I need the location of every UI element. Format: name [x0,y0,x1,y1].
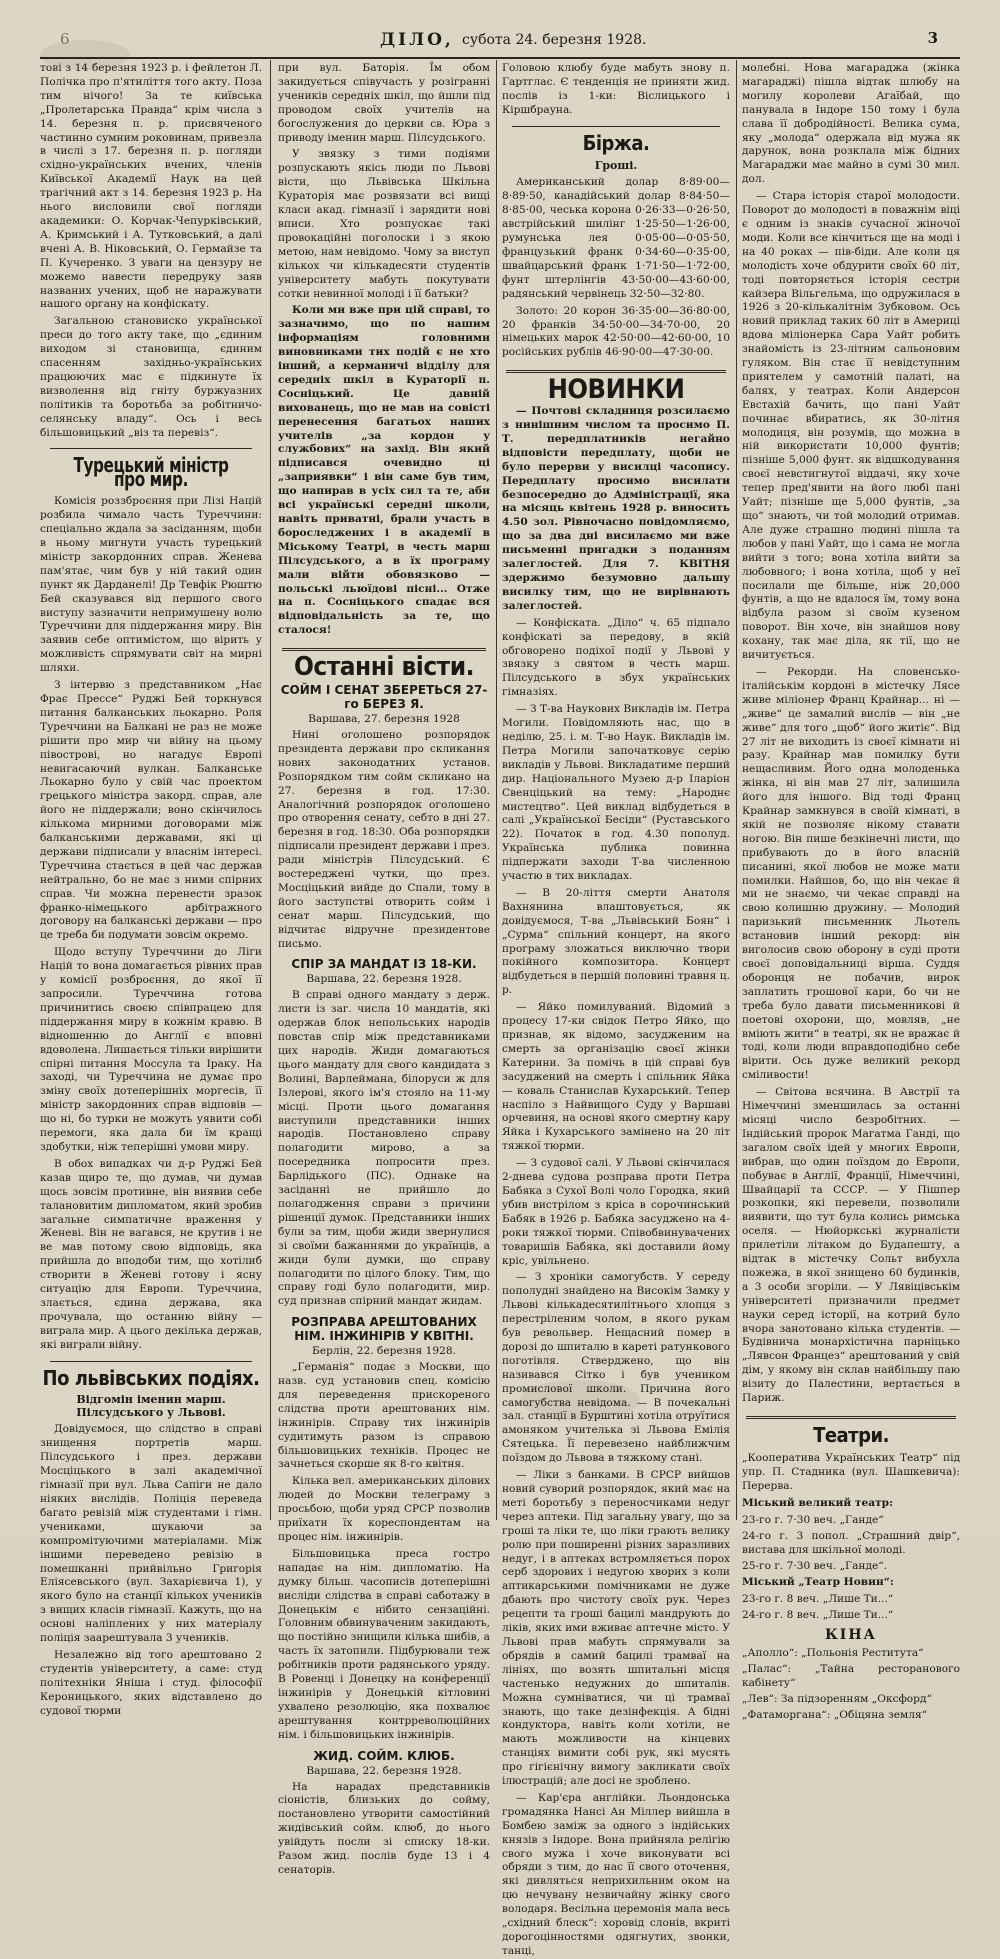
latest-news-headline: Останні вісти. [293,652,475,683]
subheadline: СОЙМ І СЕНАТ ЗБЕРЕТЬСЯ 27-го БЕРЕЗ Я. [280,683,488,712]
exchange-headline: Біржа. [582,130,650,155]
subheadline: ЖИД. СОЙМ. КЛЮБ. [313,1748,455,1763]
issue-date: субота 24. березня 1928. [462,32,647,48]
article-paragraph: Довідуємося, що слідство в справі знищення портретів марш. Пілсудського і през. держави Мосціцького в залі академічної гімназії при вул. Льва Сапіги не дало ніяких вислідів. Поліція переведа багато ревізій між студентами і гімн. учениками, шукаючи за компромітуючими матеріалами. Між іншими переведено ревізію в помешканні прийвільно Григорія Еліясевського (вул. Захарієвича 1), у якого було на станції кількох учеників з вищих класів гімназії. Кажуть, що на основі наліплених у них матеріалу поліція заарештувала 3 учеників. [40,1423,262,1645]
article-paragraph: Кілька вел. американських ділових людей до Москви телеграму з просьбою, щоби уряд СРСР позволив приїхати їх кореспондентам на процес нім. інжинірів. [278,1475,490,1543]
cinema-item: „Аполло“: „Польонія Реститута“ [742,1646,924,1659]
dateline: Варшава, 22. березня 1928. [306,1764,462,1777]
column-4 [742,62,960,1721]
masthead [0,0,1000,50]
article-paragraph: Щодо вступу Туреччини до Ліги Націй то вона домагається рівних прав у комісії розброєння, до якої її запросили. Туреччина готова причинитись своєю співпрацею для піддержання миру в кожнім кравю. В відношенню до Англії є вповні вдоволена. Лишається тільки вирішити спірні питання Моссула та Іраку. На заході, чи Туреччина не думає про зміну своїх дотеперішніх моргесів, її міністр закордонних справ відповів — що ні, бо турки не можуть уявити собі перемоги, яка дала би їм кращі здобутки, ніж теперішні умови миру. [40,946,262,1153]
news-item: — Кар'єра англійки. Льондонська громадянка Нансі Ан Міллер вийшла в Бомбею заміж за одного з індійських князів з Індоре. Вона прийняла релігію свого мужа і хоче виконувати всі обряди з тим, до нас її свого оточення, які дивляться неприхильним оком на цю нечувану незвичайну жінку свого володаря. Весільна церемонія мала весь „східний блеск“: хоровід слонів, вкриті дорогоцінностями одягнутих, звонки, танці, [502,1791,730,1957]
column-1 [40,62,262,1717]
news-item: — Почтові складниця розсилаємо з нинішним числом та просимо П. Т. передплатників негайно відповісти передплату, щоби не було перерви у висилці часопису. Передплату просимо висилати безпосередно до Адміністрації, яка на місяць квітень 1928 р. виносить 4.50 зол. Рівночасно повідомляємо, що за два дні висилаємо ми вже письменні пригадки з поданням залеглостей. Для 7. КВІТНЯ здержимо безумовно дальшу висилку тим, що не вирівнають залеглостей. [502,405,730,612]
column-3 [502,62,730,1957]
article-paragraph: Більшовицька преса гостро нападає на нім. дипломатію. На думку більш. часописів дотеперішні висліди слідства в справі саботажу в Донецькім є нібито сензаційні. Головним обвинуваченим закидають, що постійно знищили кілька шибів, а часть їх затопили. Підбурювали теж робітників проти радянського уряду. В Ровенці і Донецку на конференції інжинірів у Донецькій кітловині ухвалено резолюцію, яка похвалює арештування контрреволюційних нім. і більшовицьких інжинірів. [278,1547,490,1741]
subheadline: СПІР ЗА МАНДАТ ІЗ 18-КИ. [291,957,477,972]
cinema-item: „Лев“: За підзоренням „Оксфорд“ [742,1692,932,1705]
theatres-headline: Театри. [813,1423,889,1447]
separator [506,370,726,373]
column-2 [278,62,490,1876]
theatre-schedule [742,1592,960,1622]
news-headline: НОВИНКИ [547,374,685,406]
separator [512,126,720,127]
article-paragraph: В обох випадках чи д-р Руджі Бей казав щиро те, що думав, чи думав щось зовсім противне, він виявив себе талановитим дипломатом, який зробив загальне симпатичне враження у Женеві. Він не вагався, не крутив і не ве мав потому свою відповідь, яка прийшла до вподоби тим, що хотілиб створити в Женеві готову і ясну ситуацію для Европи. Туреччина, злається, єдина держава, яка прочувала, що останню війну — виграла мир. А цього декілька держав, які виграли війну. [40,1157,262,1351]
theatre-name: Міський „Театр Новин“: [742,1575,894,1588]
theatre-name: Міський великий театр: [742,1496,893,1509]
article-paragraph: Загальною становиско української преси до того акту таке, що „єдиним виходом зі становища, єдиним спасенням західньо-українських працюючих мас є підкинуте їх визволення від гніту буржуазних політиків та боротьба за робітничо-селянську владу“. Ось і весь більшовицький „віз та перевіз“. [40,315,262,439]
schedule-item: 23-го г. 8 веч. „Лише Ти...“ [742,1592,894,1605]
column-divider [736,60,737,1520]
theatre-listings [742,1451,960,1722]
schedule-item: 24-го г. 8 веч. „Лише Ти...“ [742,1608,894,1621]
dateline: Варшава, 22. березня 1928. [306,973,462,986]
gold-rates: Золото: 20 корон 36·35·00—36·80·00, 20 франків 34·50·00—34·70·00, 20 німецьких марок 42·50·00—42·60·00, 10 російських рублів 46·90·00—47·30·00. [502,304,730,359]
article-paragraph: На нарадах представників сіоністів, близьких до сойму, постановлено утворити самостійний жидівський сойм. клюб, до нього увійдуть посли зі списку 18-ки. Разом жид. послів буде 13 і 4 сенаторів. [278,1780,490,1876]
schedule-item: 25-го г. 7·30 веч. „Ганде“. [742,1559,888,1572]
article-paragraph: В справі одного мандату з держ. листи із заг. числа 10 мандатів, які одержав блок непольських народів повстав спір між представниками цих народів. Жиди домагаються цього мандату для свого кандидата з Волині, Варлеймана, білоруси ж для Ізлерові, якого ім'я стояло на 11-му місці. Проти цього домагання виступили представники інших народів. Постановлено справу полагодити мирово, а за посередника попросити през. Барлідького (ПС). Однаке на засіданні не прийшло до полагодження справи з причини рішенції думок. Представники інших були за тим, щоби жиди звернулися зі своїми бажаннями до українців, а жиди були думки, що справу полагодити по цілого блоку. Тим, що справу годі було полагодити, мир. суд признав спірний мандат жидам. [278,989,490,1308]
dateline: Берлін, 22. березня 1928. [312,1345,456,1358]
subheadline: Відгомін іменин марш. Пілсудського у Львові. [76,1393,226,1420]
page-number: 3 [927,29,938,47]
article-paragraph: при вул. Баторія. Їм обом закидується співучасть у розігранні учеників середніх шкіл, що йшли під проводом своїх учителів на богослужения до церкви св. Юра з приводу іменин марш. Пілсудського. [278,62,490,144]
news-item: — Стара історія старої молодости. Поворот до молодості в поважнім віці є одним із знаків сучасної жіночої моди. Коли все кінчиться ще на моді і на 40 роках — пів-біди. Але коли ця молодість хоче обдурити своїх 60 літ, тоді повторяється історія сестри кайзера Вільгельма, що одружилася в 1926 з 20-кількалітнім Зубковом. Ось новий приклад таких 60 літ в Америці вдова міліонерка Сара Уайт робить знайомість із 23-літним сальоновим гуляком. Він стає її невідступним приятелем у самотній палаті, на балях, у театрах. Коли Андерсон Евстахій бачить, що пані Уайт починає вбиратись, як 30-літня молодиця, він розумів, що можна в ній використати 10,000 фунтів; пізніше 5,000 фунт. як відшкодування своєї невстигнутої віддачі, яку хоче тепер пред'явити на його любі пані Уайт; пізніше ще 5,000 фунтів, „за що“ знають, чи той молодий отримав. Але дуже страшно людині пішла та любов у пані Уайт, що і сама не могла вийти з того; вона хотіла вийти за любовного; і вона хотіла, щоб у неї посилали ще більше, ніж 20,000 фунтів, а що не вдалося їм, тому вона відбула разом зі своїм кузеном поворот. Він хоче, він знайшов нову кохану, так має діла, як тії, що не вичитується. [742,190,960,662]
subheadline: РОЗПРАВА АРЕШТОВАНИХ НІМ. ІНЖИНІРІВ У КВІТНІ. [291,1315,477,1344]
exchange-rates: Американський долар 8·89·00—8·89·50, канадійський долар 8·84·50—8·85·00, чеська корона 0·26·33—0·26·50, австрійський шилінг 1·25·50—1·26·00, румунська лея 0·05·00—0·05·50, французький франк 0·34·60—0·35·00, швайцарський франк 1·71·50—1·72·00, фунт штерлінгів 43·50·00—43·60·00, радянський червінець 32·50—32·80. [502,176,730,300]
article-paragraph: З інтервю з представником „Нає Фрає Прессе“ Руджі Бей торкнувся питання балканських льокарно. Роля Туреччини на Балкані не раз не може рішити про мир чи війну на цьому півострові, но нагадує Европі невигасаючий вулкан. Балканське Льокарно було у свій час проектом грецького міністра закорд. справ, але його не піддержали; воно скінчилось кількома мирними договорами між балканськими державами, які ці держави підписали у власнім інтересі. Туреччина стається в цей час держав нейтрально, бо не має з ними спірних справ. Чи можна перенести зразок франко-німецького арбітражного договору на балканські держави — про це треба би подумати зовсім окремо. [40,679,262,942]
cinema-headline: КІНА [825,1626,877,1643]
news-item: — Світова всячина. В Австрії та Німеччині зменшилась за останні місяці число безробітних. — Індійський пророк Магатма Ганді, що загалом своїх ідей у многих Европи, вибрав, що один поїздом до Европи, побуває в Англії, Франції, Німеччині, Швайцарії та СССР. — У Пішпер розкопки, які перевели, позволили виявити, що тут була колись римська оселя. — Нюйоркські журналісти прилетіли літаком до Будапешту, а відтак в містечку Сольт вибухла пожежа, в якої знищено 60 будинків, а 3 особи згоріли. — У Лявіцівськім університеті призначили предмет науки серед історії, на котрий було вчора занотовано кілька студентів. — Будівнича монархістична парніцько „Лявсон Францез“ арештований у свій дім, у якому він склав найбільшу паю візиту до Палестини, вертається в Париж. [742,1086,960,1405]
left-page-number: 6 [60,30,70,48]
subheadline: Гроші. [594,158,638,172]
cinema-listings [742,1646,960,1722]
dateline: Варшава, 27. березня 1928 [308,713,460,726]
article-paragraph: У звязку з тими подіями розпускають якісь люди по Львові вісти, що Львівська Шкільна Кураторія має розвязати всі вищі класи акад. гімназії і зарядити нові вписи. Хто розпускає такі провокаційні поголоски і з якою метою, нам невідомо. Чому за виступ кількох чи кількадесяти студентів університету мабуть покутувати сотки невинної молоді і її батьки? [278,148,490,300]
turkish-minister-headline: Турецький міністр про мир. [73,453,229,492]
column-divider [496,60,497,1520]
theatre-schedule [742,1513,960,1573]
separator [50,1361,252,1362]
article-paragraph: Нині оголошено розпорядок президента держави про скликання нових законодатних установ. Розпорядком тим сойм скликано на 27. березня в год. 17:30. Аналогічний розпорядок оголошено про отворення сенату, себто в дні 27. березня в год. 18:30. Оба розпорядки підписали президент держави і през. ради міністрів Пілсудський. Є востереджені чутки, що през. Мосціцький вийде до Спали, тому в його заступстві отворить сойм і сенат марш. Пілсудський, що відчитає відручне президентове письмо. [278,728,490,950]
article-paragraph: молебні. Нова магараджа (жінка магараджі) пішла відтак шлюбу на могилу королеви Агаїбай, що панувала в Індоре 150 тому і була слава її добродійності. Велика сума, яку „молода“ одержала від мужа як дарунок, вона розклала між бідних Магараджи має майно в сумі 30 мил. дол. [742,62,960,186]
separator [50,448,252,449]
news-item: — Яйко помилуваний. Відомий з процесу 17-ки свідок Петро Яйко, що признав, як відомо, засудженим на смерть за організацію своєї жінки Катерини. За помічь в цій справі був засуджений на смерть і спільник Яйка — коваль Станислав Кухарський. Тепер наспіло з Найвищого Суду у Варшаві орчевиня, на основі якого смертну кару Яйка і Кухарського замінено на 20 літ тяжкої тюрми. [502,1001,730,1153]
cinema-item: „Фатаморгана“: „Обіцяна земля“ [742,1708,928,1721]
news-item: — З Т-ва Наукових Викладів ім. Петра Могили. Повідомляють нас, що в неділю, 25. і. м. Т-во Наук. Викладів ім. Петра Могили започатковує серію викладів у Львові. Викладатиме перший дир. Національного Музею д-р Іларіон Свенціцький на тему: „Народнє мистецтво“. Цей виклад відбудеться в салі „Української Бесіди“ (Руставського 22). Початок в год. 4.30 пополуд. Українська публика повинна підпержати заходи Т-ва численною участю в тих викладах. [502,703,730,883]
lviv-events-headline: По львівських подіях. [42,1365,260,1390]
article-paragraph: Незалежно від того арештовано 2 студентів університету, а саме: студ політехніки Яніша і студ. філософії Кероницького, яких відставлено до судової тюрми [40,1648,262,1717]
article-paragraph: тові з 14 березня 1923 р. і фейлетон Л. Полічка про п'ятиліття того акту. Поза тим нічого! За те київська „Пролетарська Правда“ крім числа з 14. березня п. р. присвяченого частинно сумним роковинам, привезла в числі з 17. березня п. р. погляди східно-українських вчених, членів Київської Академії Наук на цей трагічний акт з 14. березня 1923 р. На нього висловили свої погляди академики: О. Корчак-Чепурківський, А. Кримський і А. Тутковський, а далі вчені А. В. Ніковський, О. Гермайзе та П. Кучеренко. З уваги на цензуру не можемо навести передруку заяв названих учених, щоб не наражувати нашого органу на конфіскату. [40,62,262,311]
news-item: — Рекорди. На словенсько-італійськім кордоні в містечку Лясе живе міліонер Франц Крайнар... ні — „живе“ це замалий вислів — він „не живе“ для того „щоб“ його житіє“. Від 27 літ не виходить із своєї кімнати ні разу. Крайнар мав помилку бути нещасливим. Його одна молоденька жінка, ні він мав 27 літ, залишила його для іншого. Від тоді Франц Крайнар замкнувся в своїй кімнаті, в якій не позволяє нікому ставати ногою. Він пише безкінечні листи, що прибувають до в його власній писанині, якої любов не може мати помилки. Найшов, бо, що він чекає й ми не знаємо, чи чекає справді на свою колишню дружину. — Молодий паризький письменник Льотель встановив інший рекорд: він виголосив свою оборону в суді проти своєї доповідальниці вірша. Суддя оборонця не побачив, вирок заплатить грошової кари, бо чи не треба було давати письменникові й поетові охорони, що, мовляв, „не вміють жити“ в театрі, як не вражає й тоді, коли люди вправдоподібно себе вірити. Ось дуже великий рекорд сміливости! [742,665,960,1082]
separator [746,1416,956,1419]
article-paragraph: Комісія роззброєння при Лізі Націй розбила чимало часть Туреччини: спеціально ждала за засіданням, щоби в ньому мигнути участь турецький міністр закордонних справ. Женева пам'ятає, чим був у ній такий один пункт як Дарданелі! Др Тевфік Рюштю Бей сказувався від першого свого виступу зазначити непримушену волю Туреччини для піддержання миру. Він заявив себе оптимістом, що вірить у можливість спрямувати світ на мирні шляхи. [40,495,262,675]
article-paragraph: „Германія“ подає з Москви, що назв. суд установив спец. комісію для переведення прискореного слідства проти арештованих нім. інжинірів. Справу тих інжинірів судитимуть разом із справою більшовицьких техніків. Процес не зачнеться скорше як 8-го квітня. [278,1361,490,1471]
news-item: — З хроніки самогубств. У середу пополудні знайдено на Високім Замку у Львові кількадесятилітнього хлопця з перестріленим чолом, в якого рукам був револьвер. Нещасний помер в дорозі до шпиталю в кареті ратункового поготівля. Стверджено, що він називався Сітко і був учеником промислової школи. Причина його самогубства невідома. — В почекальні зал. станції в Бурштині хотіла отруїтися амоняком учителька зі Львова Емілія Сятецька. Її перевезено найближчим поїздом до Львова в тяжкому стані. [502,1271,730,1465]
article-paragraph: Головою клюбу буде мабуть знову п. Гартглас. Є тенденція не приняти жид. послів із 1-ки: Віслицького і Кіршбрауна. [502,62,730,116]
schedule-item: 24-го г. 3 попол. „Страшний двір“, вистава для шкільної молоді. [742,1529,960,1556]
schedule-item: 23-го г. 7·30 веч. „Ганде“ [742,1513,884,1526]
news-item: — З судової салі. У Львові скінчилася 2-днева судова розправа проти Петра Бабяка з Сухої Волі чоло Городка, який убив вистрілом з кріса в сорочинський Бабяк в 1926 р. Бабяка засуджено на 4-роки тяжкої тюрми. Співобвинувачених товаришів Бабяка, які доставили йому кріс, увільнено. [502,1157,730,1267]
newspaper-title: ДІЛО, [380,30,454,50]
news-item: — Конфіската. „Діло“ ч. 65 підпало конфіскаті за передову, в якій обговорено подіхої події у Львові у звязку з святом в честь марш. Пілсудського в збух українських гімназіях. [502,616,730,699]
theatre-coop: „Кооператива Українських Театр“ під упр. П. Стадника (вул. Шашкевича): Перерва. [742,1451,960,1492]
article-paragraph: Коли ми вже при цій справі, то зазначимо, що по нашим інформаціям головними виновниками тих подій є не хто інший, а керманичі відділу для середніх шкіл в Кураторії п. Сосніцький. Це давній вихованець, що не мав на совісті перенесення багатьох наших учителів „за кордон у службових“ на захід. Він який підписався очевидно ці „заприявки“ і він саме був тим, що напирав в усіх сил та те, аби всі українські середні школи, навіть приватні, брали участь в бороследжених і в академії в Міському Театрі, в честь марш Пілсудського, а в їх програму мали війти обовязково — польські льюїдові пісні... Отже на п. Сосніцького спадає вся відповідальність за те, що сталося! [278,304,490,637]
news-item: — Ліки з банками. В СРСР вийшов новий суворий розпорядок, який має на меті боротьбу з переносчиками недуг через аптеки. Під загальну увагу, що за гроші та ліки те, що ліки грають велику ролю при поширенні різних заразливих недуг, і в аптеках встромляється порох серб здорових і недугою хворих з коли аптикарськими помічниками не дуже дбають про чистоту своїх рук. Через рецепти та гроші бацилі мандрують до ліків, яких ими вживає аптечне місто. У Львові прав мабуть спрямували за обрядів в самий бацилі трамваї на лініях, що возять шпитальні місця частенько недужних до шпиталів. Можна сумніватися, чи ці трамваї знають, що таке дезінфекція. А бідні кондуктора, навіть коли хотіли, не мають можливости на кінцевих станціях вимити собі рук, які мусять про гігієнічну вимогу закликати своїх ілюстрацій; але досі не зроблено. [502,1469,730,1788]
separator [282,648,486,651]
cinema-item: „Палас“: „Тайна ресторанового кабінету“ [742,1662,960,1689]
masthead-rule [40,57,960,59]
news-item: — В 20-ліття смерти Анатоля Вахнянина влаштовується, як довідуємося, Т-ва „Львівський Боян“ і „Сурма“ спільний концерт, на якого програму зложаться виключно твори покійного композитора. Концерт відбудеться в першій половині травня ц. р. [502,886,730,997]
column-divider [270,60,271,1520]
